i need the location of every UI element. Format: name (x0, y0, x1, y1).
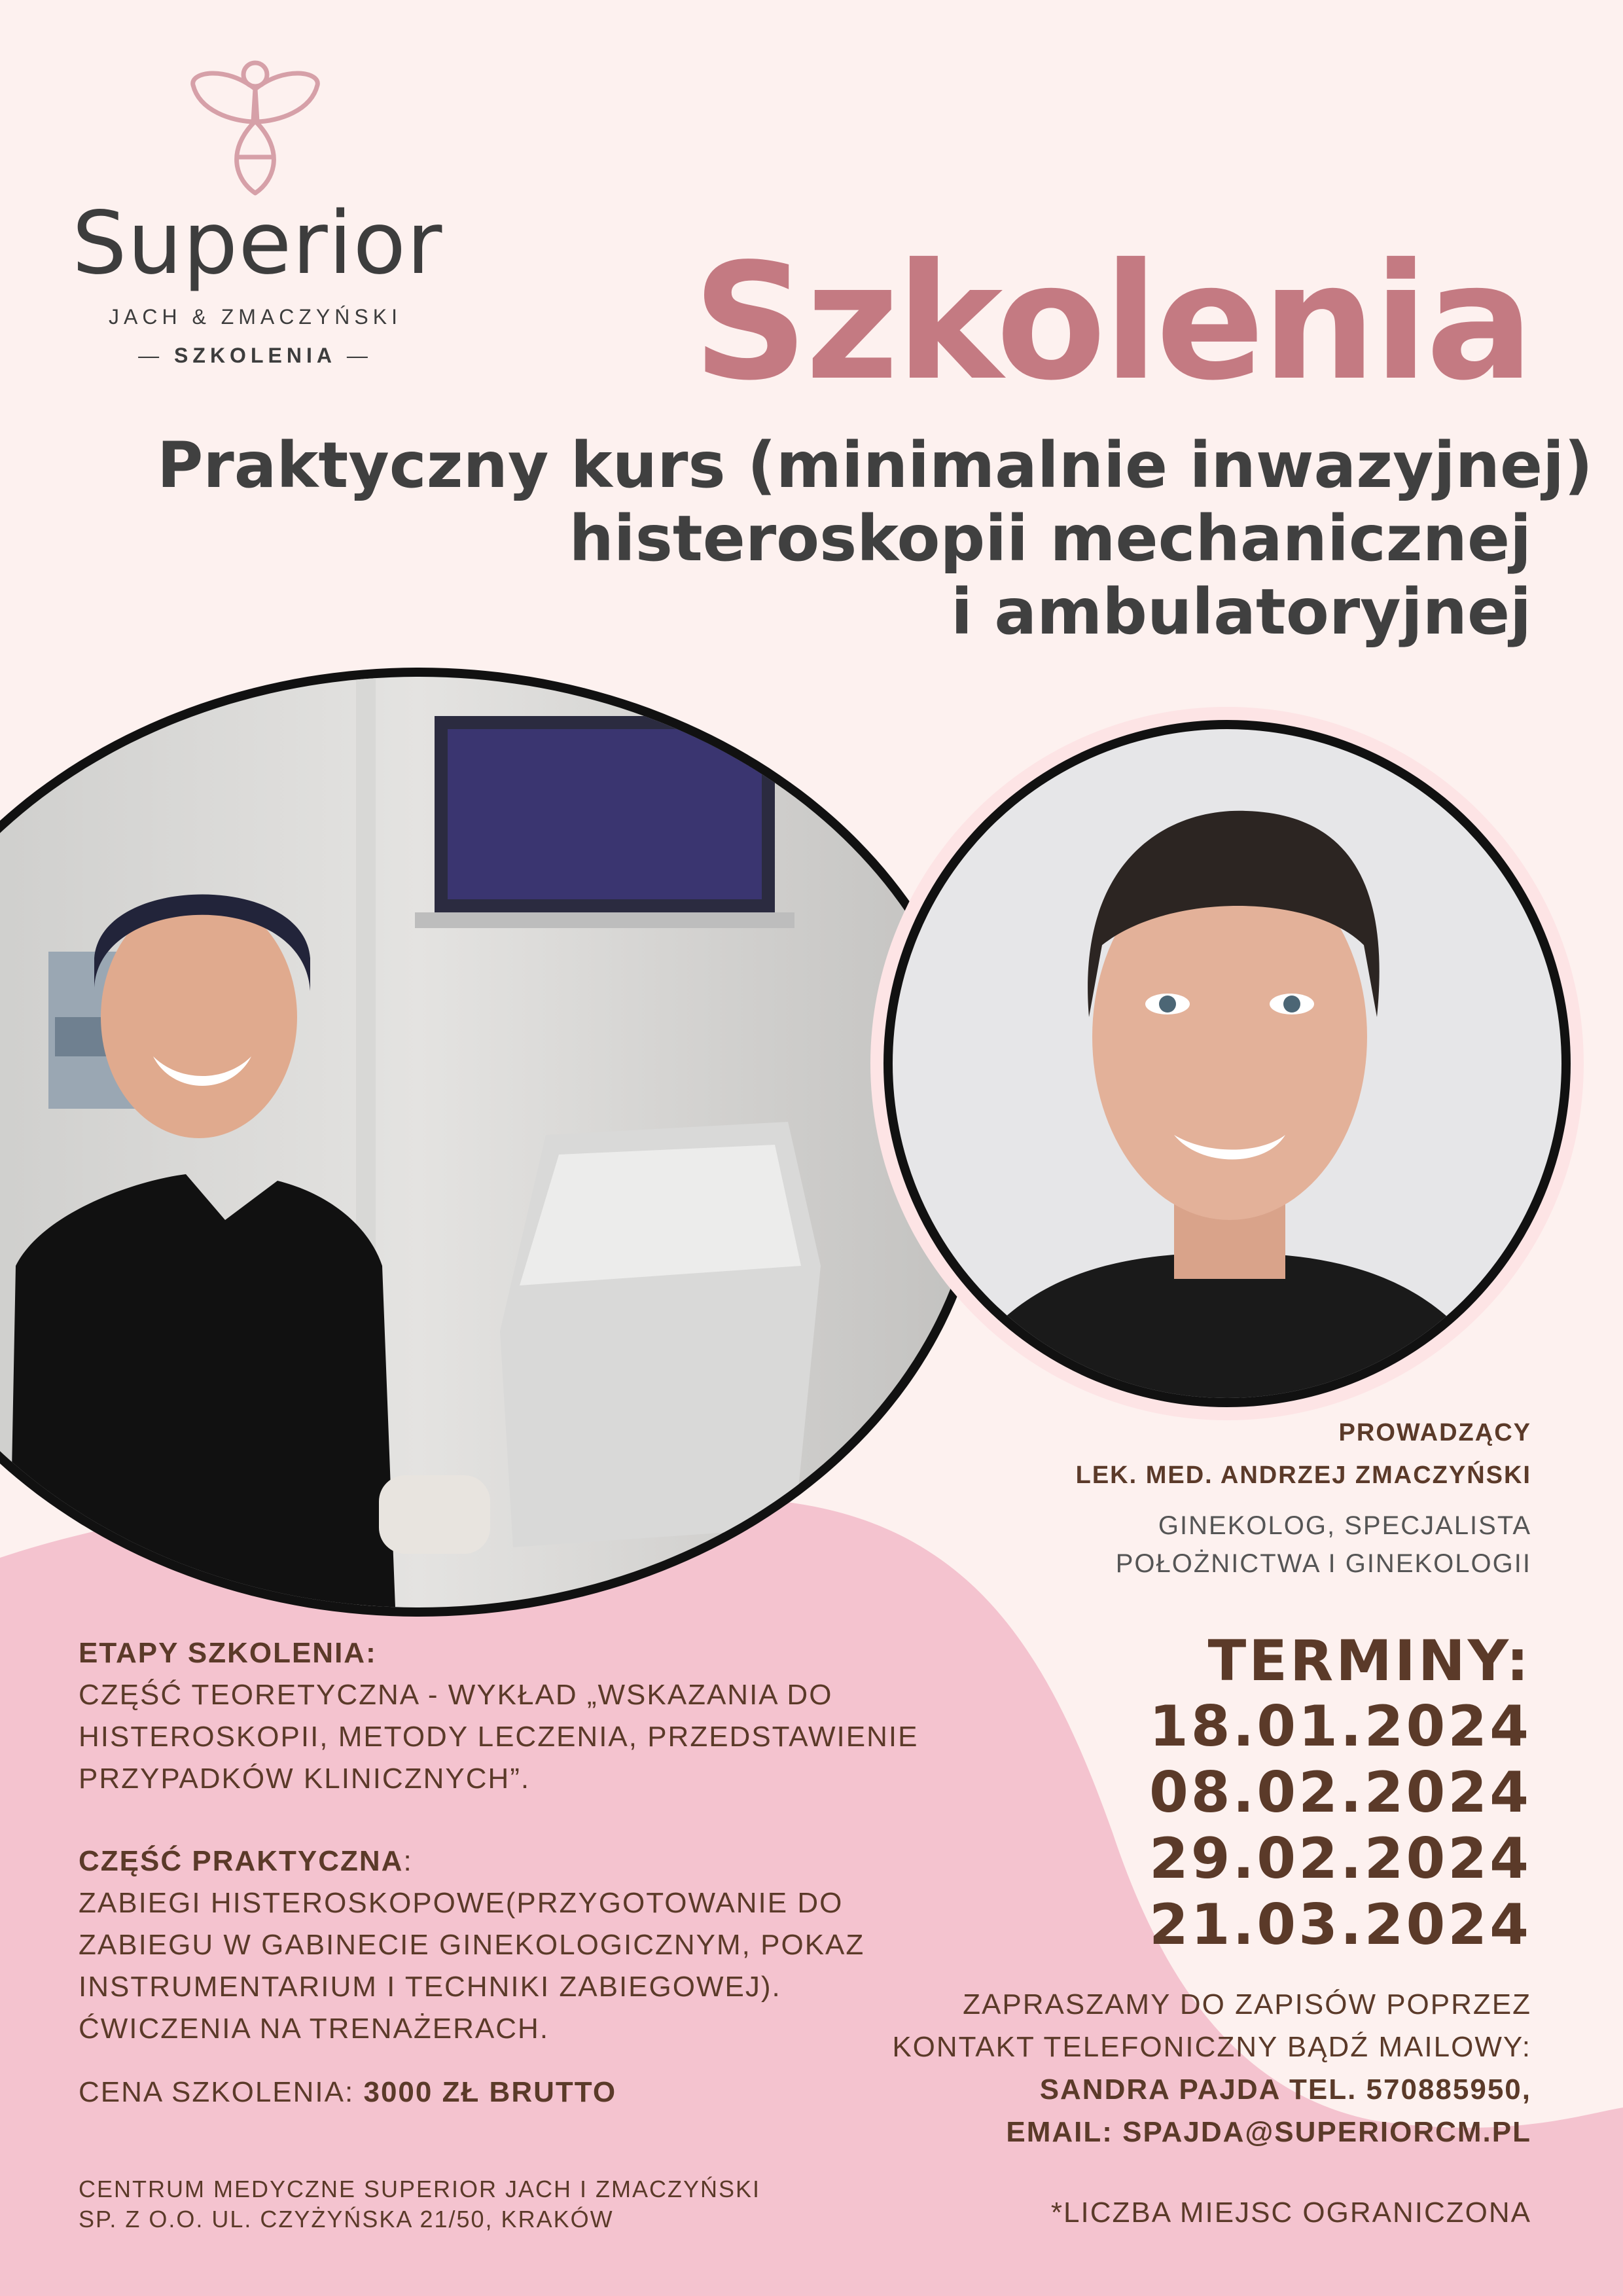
price-value: 3000 ZŁ BRUTTO (363, 2076, 617, 2108)
portrait-photo (870, 707, 1584, 1420)
date-item: 08.02.2024 (1149, 1760, 1531, 1825)
dates-title: TERMINY: (1207, 1628, 1531, 1694)
address-line-1: CENTRUM MEDYCZNE SUPERIOR JACH I ZMACZYŃSKI (79, 2176, 761, 2202)
practical-line-3: INSTRUMENTARIUM I TECHNIKI ZABIEGOWEJ). (79, 1971, 781, 2003)
instructor-specialty-line-2: POŁOŻNICTWA I GINEKOLOGII (1115, 1549, 1531, 1578)
contact-info (892, 1983, 1531, 2153)
address (79, 2174, 760, 2234)
contact-line-2: KONTAKT TELEFONICZNY BĄDŹ MAILOWY: (892, 2031, 1531, 2063)
angel-logo-icon (187, 59, 324, 196)
practical-title-text: CZĘŚĆ PRAKTYCZNA (79, 1845, 404, 1877)
price-label: CENA SZKOLENIA: (79, 2076, 364, 2108)
instructor-specialty (1076, 1507, 1531, 1583)
contact-email-text: EMAIL: SPAJDA@SUPERIORCM.PL (1006, 2116, 1531, 2148)
theory-line-3: PRZYPADKÓW KLINICZNYCH”. (79, 1763, 531, 1795)
brand-tagline: — SZKOLENIA — (138, 344, 372, 367)
course-title-line-2: histeroskopii mechanicznej (569, 502, 1531, 575)
portrait-photo-illustration (893, 729, 1561, 1398)
brand-subtitle: JACH & ZMACZYŃSKI (109, 305, 402, 329)
training-stages (79, 1632, 969, 2050)
theory-line-2: HISTEROSKOPII, METODY LECZENIA, PRZEDSTAWIENIE (79, 1721, 919, 1753)
limited-seats-note: *LICZBA MIEJSC OGRANICZONA (1050, 2197, 1531, 2229)
instructor-info (1076, 1419, 1531, 1583)
date-item: 29.02.2024 (1149, 1826, 1531, 1892)
brand-logo (72, 59, 443, 368)
course-title-line-3: i ambulatoryjnej (951, 575, 1531, 649)
practical-title (79, 1840, 969, 1882)
practical-title-colon: : (403, 1845, 413, 1877)
theory-line-1: CZĘŚĆ TEORETYCZNA - WYKŁAD „WSKAZANIA DO (79, 1679, 833, 1711)
practical-line-4: ĆWICZENIA NA TRENAŻERACH. (79, 2013, 550, 2045)
headline: Szkolenia (692, 229, 1531, 416)
contact-line-1: ZAPRASZAMY DO ZAPISÓW POPRZEZ (963, 1988, 1531, 2020)
contact-phone-text: SANDRA PAJDA TEL. 570885950, (1039, 2073, 1531, 2106)
practical-line-1: ZABIEGI HISTEROSKOPOWE(PRZYGOTOWANIE DO (79, 1887, 844, 1919)
course-dates (1149, 1628, 1531, 1958)
address-line-2: SP. Z O.O. UL. CZYŻYŃSKA 21/50, KRAKÓW (79, 2206, 614, 2233)
contact-email (892, 2111, 1531, 2153)
instructor-role: PROWADZĄCY (1338, 1419, 1531, 1446)
brand-name: Superior (72, 193, 443, 294)
instructor-specialty-line-1: GINEKOLOG, SPECJALISTA (1158, 1511, 1531, 1540)
stages-title: ETAPY SZKOLENIA: (79, 1637, 377, 1669)
course-title-line-1: Praktyczny kurs (minimalnie inwazyjnej) (157, 429, 1593, 502)
course-title (157, 429, 1593, 649)
price (79, 2076, 616, 2109)
date-item: 18.01.2024 (1149, 1694, 1531, 1759)
practical-line-2: ZABIEGU W GABINECIE GINEKOLOGICZNYM, POKAZ (79, 1929, 865, 1961)
instructor-name: LEK. MED. ANDRZEJ ZMACZYŃSKI (1075, 1462, 1531, 1489)
date-item: 21.03.2024 (1149, 1892, 1531, 1958)
contact-phone (892, 2068, 1531, 2111)
clinic-photo-illustration (0, 677, 979, 1607)
brand-tagline-text: SZKOLENIA (174, 344, 336, 367)
